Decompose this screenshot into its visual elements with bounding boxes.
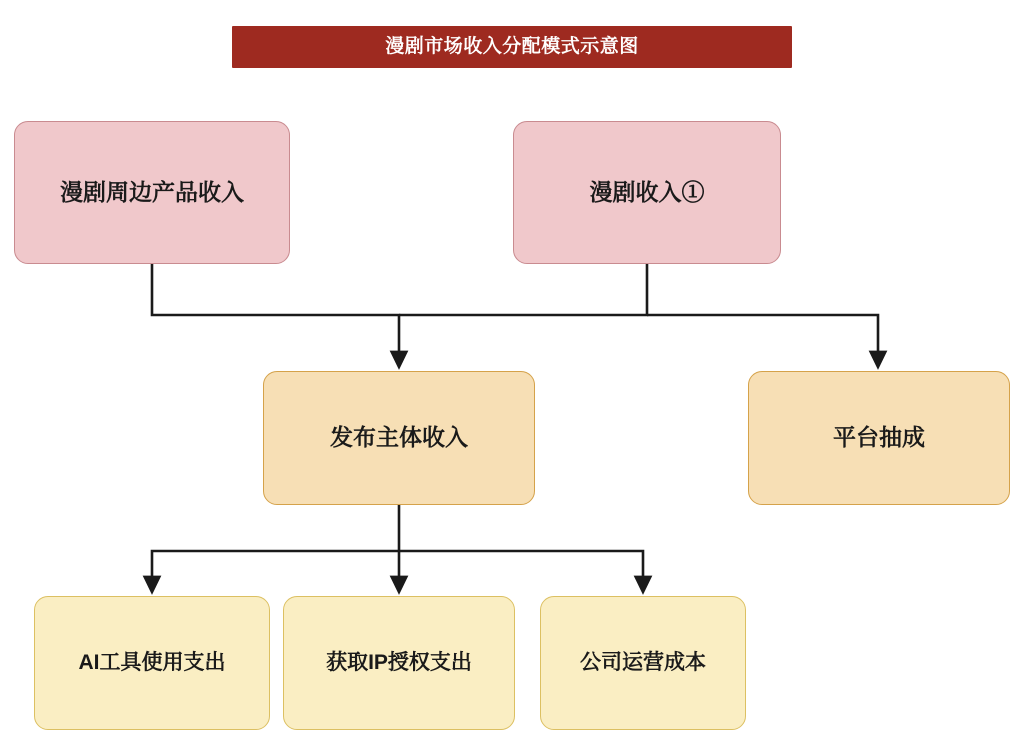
node-company-operation-cost[interactable]: 公司运营成本 (540, 596, 746, 730)
node-merchandise-revenue[interactable]: 漫剧周边产品收入 (14, 121, 290, 264)
node-publisher-revenue[interactable]: 发布主体收入 (263, 371, 535, 505)
edge-drama-to-platform (647, 315, 878, 360)
diagram-title: 漫剧市场收入分配模式示意图 (232, 26, 792, 68)
node-drama-revenue[interactable]: 漫剧收入① (513, 121, 781, 264)
node-ai-tool-cost[interactable]: AI工具使用支出 (34, 596, 270, 730)
edge-publisher-to-ops (399, 551, 643, 585)
edge-drama-to-publisher (399, 264, 647, 315)
node-ip-license-cost[interactable]: 获取IP授权支出 (283, 596, 515, 730)
node-platform-cut[interactable]: 平台抽成 (748, 371, 1010, 505)
edge-merchandise-to-publisher (152, 264, 399, 360)
edge-publisher-to-ai (152, 505, 399, 585)
